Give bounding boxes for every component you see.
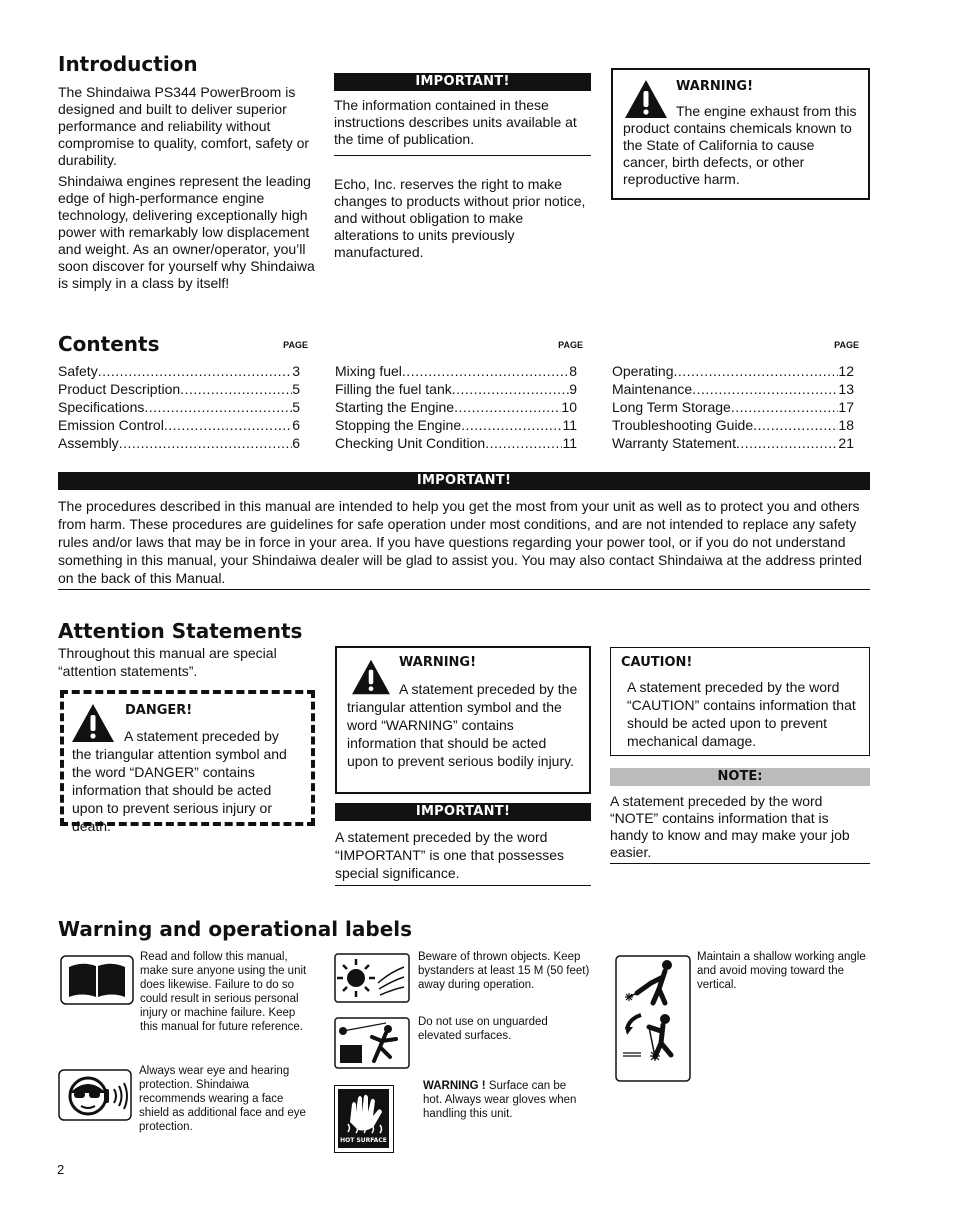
intro-paragraph-2: Shindaiwa engines represent the leading edge of high-performance engine technology, delivering exceptionally high power with remarkably low displacement and weight. As an owner/operator, you’ll soon discover for yourself why Shindaiwa is simply in a class by itself! (58, 173, 315, 291)
toc-entry-safety[interactable]: Safety ..... 3 (58, 362, 300, 380)
toc-entry-specifications[interactable]: Specifications ..... 5 (58, 398, 300, 416)
danger-box (60, 690, 315, 834)
note-text: A statement preceded by the word “NOTE” contains information that is handy to know and may make your job easier. (610, 793, 870, 864)
page-column-label-2: PAGE (558, 340, 583, 350)
important-wide-banner: IMPORTANT! (58, 472, 870, 490)
warning-statement-label: WARNING! (399, 655, 477, 670)
important-statement-text: A statement preceded by the word “IMPORTANT” is one that possesses special significance. (335, 828, 591, 886)
important-text-2: Echo, Inc. reserves the right to make changes to products without prior notice, and without obligation to make alterations to units previously manufactured. (334, 176, 586, 260)
important-statement-banner: IMPORTANT! (335, 803, 591, 821)
eye-protection-label-text: Always wear eye and hearing protection. Shindaiwa recommends wearing a face shield as additional face and eye protection. (139, 1065, 306, 1133)
toc-entry-maintenance[interactable]: Maintenance ..... 13 (612, 380, 854, 398)
toc-entry-starting-engine[interactable]: Starting the Engine ..... 10 (335, 398, 577, 416)
working-angle-icon (615, 955, 691, 1082)
warning-label: WARNING! (676, 79, 754, 94)
thrown-objects-label-text: Beware of thrown objects. Keep bystanders at least 15 M (50 feet) away during operation. (418, 951, 590, 991)
hot-surface-caption: HOT SURFACE (340, 1137, 387, 1144)
labels-heading: Warning and operational labels (58, 917, 413, 941)
toc-entry-troubleshooting[interactable]: Troubleshooting Guide ..... 18 (612, 416, 854, 434)
unguarded-surface-icon (334, 1017, 410, 1069)
toc-entry-assembly[interactable]: Assembly ..... 6 (58, 434, 300, 452)
warning-statement-box (335, 646, 591, 794)
warning-text: The engine exhaust from this product contains chemicals known to the State of California to cause cancer, birth defects, or other reproductive harm. (623, 103, 857, 187)
warning-statement-text: A statement preceded by the triangular attention symbol and the word “WARNING” contains information that should be acted upon to prevent serious bodily injury. (347, 681, 578, 769)
page-number: 2 (57, 1162, 65, 1177)
working-angle-label-text: Maintain a shallow working angle and avoid moving toward the vertical. (697, 951, 866, 991)
introduction-heading: Introduction (58, 52, 198, 76)
caution-box (610, 647, 870, 756)
caution-text: A statement preceded by the word “CAUTION” contains information that should be acted upon to prevent mechanical damage. (627, 679, 856, 749)
unguarded-surface-label-text: Do not use on unguarded elevated surfaces. (418, 1016, 548, 1042)
toc-entry-emission-control[interactable]: Emission Control ..... 6 (58, 416, 300, 434)
manual-label-text: Read and follow this manual, make sure anyone using the unit does likewise. Failure to do so could result in serious personal injury or machine failure. Keep this manual for future reference. (140, 951, 307, 1033)
toc-entry-long-term-storage[interactable]: Long Term Storage ..... 17 (612, 398, 854, 416)
caution-label: CAUTION! (621, 655, 693, 670)
attention-heading: Attention Statements (58, 619, 303, 643)
page-column-label-3: PAGE (834, 340, 859, 350)
hot-surface-warning-word: WARNING ! (423, 1080, 486, 1092)
toc-entry-checking-unit[interactable]: Checking Unit Condition ..... 11 (335, 434, 577, 452)
toc-column-2 (335, 362, 577, 452)
read-manual-icon (60, 955, 134, 1005)
hot-surface-warning-text: Surface can be hot. Always wear gloves when handling this unit. (423, 1080, 577, 1120)
toc-entry-product-description[interactable]: Product Description ..... 5 (58, 380, 300, 398)
toc-entry-filling-fuel-tank[interactable]: Filling the fuel tank ..... 9 (335, 380, 577, 398)
toc-entry-operating[interactable]: Operating ..... 12 (612, 362, 854, 380)
warning-box (611, 68, 870, 200)
important-banner: IMPORTANT! (334, 73, 591, 91)
attention-intro: Throughout this manual are special “attention statements”. (58, 645, 277, 679)
toc-entry-mixing-fuel[interactable]: Mixing fuel ..... 8 (335, 362, 577, 380)
danger-text: A statement preceded by the triangular attention symbol and the word “DANGER” contains information that should be acted upon to prevent serious injury or death. (72, 728, 287, 834)
hot-hand-icon (342, 1092, 386, 1134)
toc-entry-warranty[interactable]: Warranty Statement ..... 21 (612, 434, 854, 452)
important-text-1: The information contained in these instructions describes units available at the time of publication. (334, 97, 591, 156)
contents-heading: Contents (58, 332, 160, 356)
hot-surface-label-text (423, 1079, 583, 1121)
important-wide-text: The procedures described in this manual are intended to help you get the most from your unit as well as to protect you and others from harm. These procedures are guidelines for safe operation under most conditions, and are not intended to replace any safety rules and/or laws that may be in force in your area. If you have questions regarding your power tool, or if you do not understand something in this manual, your Shindaiwa dealer will be glad to assist you. You may also contact Shindaiwa at the address printed on the back of this Manual. (58, 497, 870, 590)
toc-column-1 (58, 362, 300, 452)
eye-hearing-protection-icon (58, 1069, 132, 1121)
toc-entry-stopping-engine[interactable]: Stopping the Engine ..... 11 (335, 416, 577, 434)
danger-label: DANGER! (125, 703, 193, 718)
thrown-objects-icon (334, 953, 410, 1003)
page-column-label-1: PAGE (283, 340, 308, 350)
note-banner: NOTE: (610, 768, 870, 786)
hot-surface-icon (334, 1085, 394, 1153)
toc-column-3 (612, 362, 854, 452)
intro-paragraph-1: The Shindaiwa PS344 PowerBroom is designed and built to deliver superior performance and reliability without compromise to quality, comfort, safety or durability. (58, 84, 310, 168)
